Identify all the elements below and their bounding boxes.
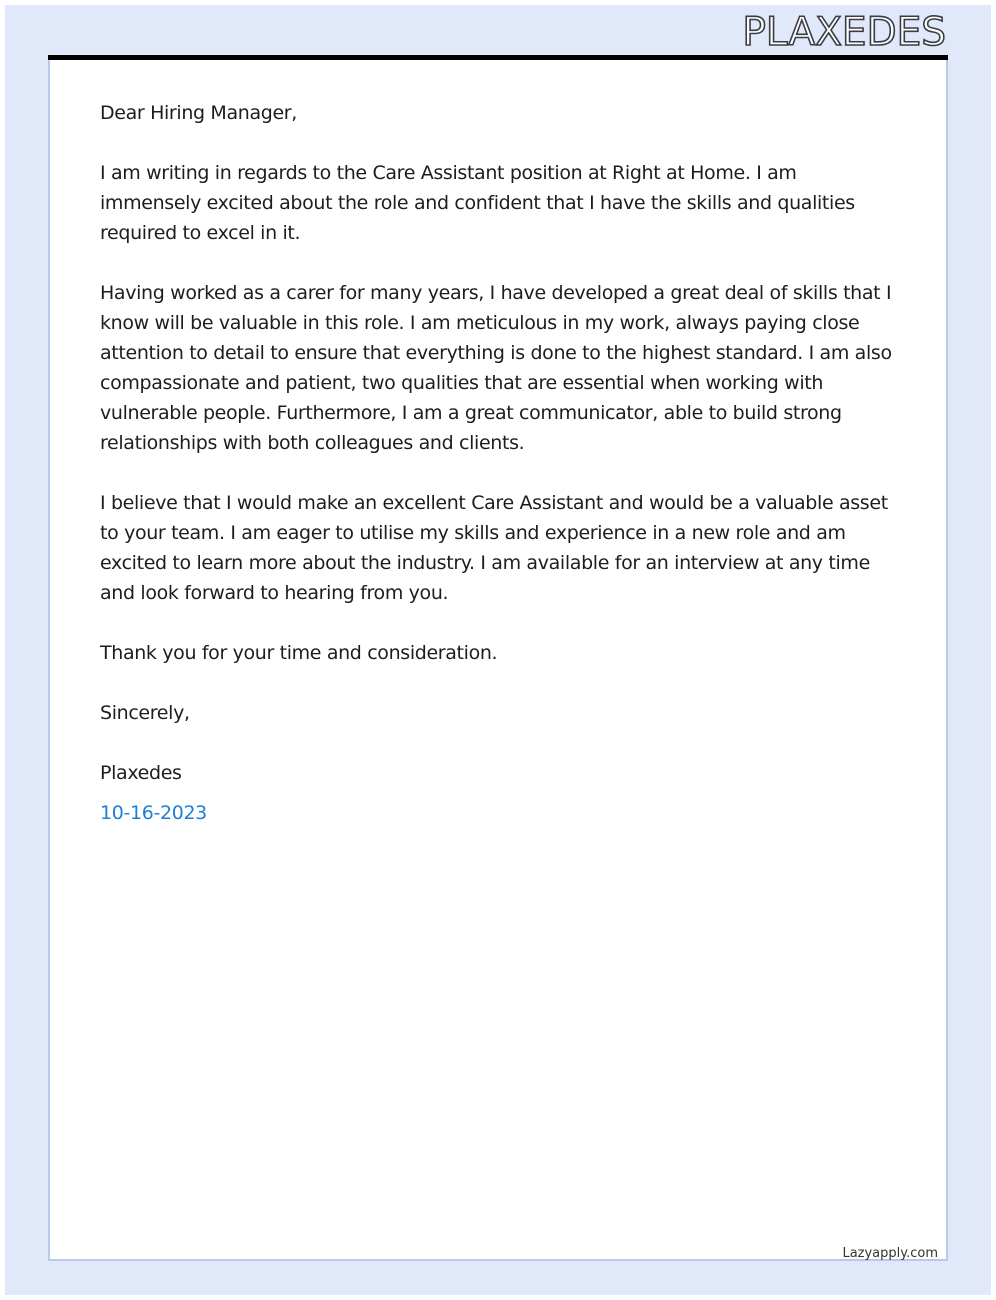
paragraph-thanks: Thank you for your time and consideration. [100,642,498,664]
paragraph-intro: I am writing in regards to the Care Assistant position at Right at Home. I am immensely excited about the role and confident that I have the skills and qualities required to excel in it. [100,162,855,244]
cover-letter-body [100,98,900,858]
applicant-name-header: PLAXEDES [742,10,946,55]
letter-date: 10-16-2023 [100,802,207,824]
header-rule [48,55,948,60]
footer-brand[interactable]: Lazyapply.com [842,1246,938,1261]
paragraph-experience: Having worked as a carer for many years, I have developed a great deal of skills that I know will be valuable in this role. I am meticulous in my work, always paying close attention to detail to ensure that everything is done to the highest standard. I am also compassionate and patient, two qualities that are essential when working with vulnerable people. Furthermore, I am a great communicator, able to build strong relationships with both colleagues and clients. [100,282,892,454]
signature: Plaxedes [100,762,182,784]
salutation: Dear Hiring Manager, [100,102,297,124]
closing: Sincerely, [100,702,190,724]
paragraph-fit: I believe that I would make an excellent Care Assistant and would be a valuable asset to your team. I am eager to utilise my skills and experience in a new role and am excited to learn more about the industry. I am available for an interview at any time and look forward to hearing from you. [100,492,888,604]
